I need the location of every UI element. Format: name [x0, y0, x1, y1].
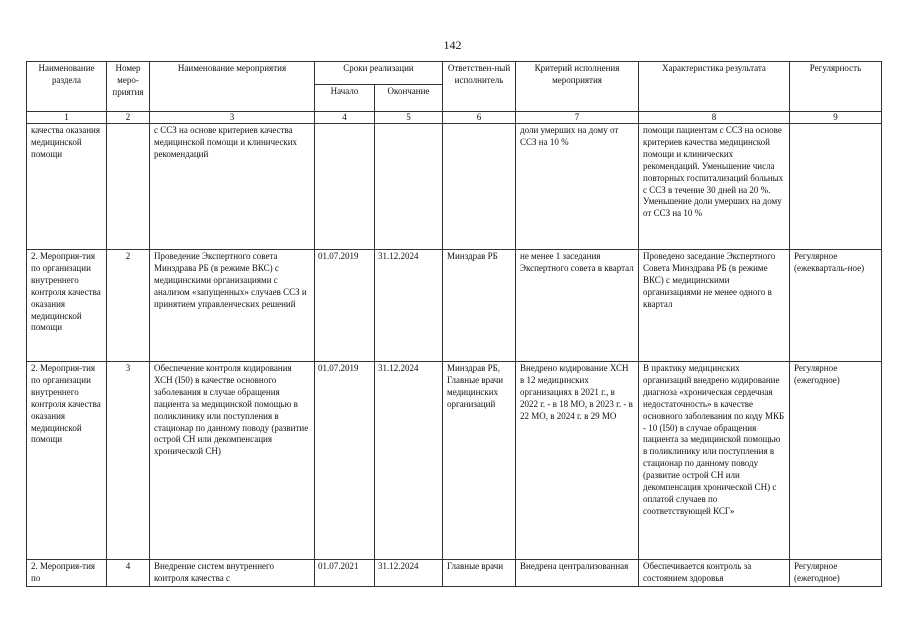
cell-result: помощи пациентам с ССЗ на основе критериев качества медицинской помощи и клинических рекомендаций. Уменьшение числа повторных госпитализаций больных с ССЗ в течение 30 дней на 20 %. Уменьшение доли умерших на дому от ССЗ на 10 %: [639, 124, 790, 250]
col-number: 9: [790, 112, 882, 124]
cell-start: 01.07.2019: [315, 362, 375, 560]
cell-executor: Минздрав РБ, Главные врачи медицинских организаций: [443, 362, 516, 560]
table-row: [27, 362, 882, 560]
header-executor: Ответствен-ный исполнитель: [443, 62, 516, 112]
col-number: 6: [443, 112, 516, 124]
cell-start: 01.07.2019: [315, 250, 375, 362]
col-number: 2: [107, 112, 150, 124]
cell-section: 2. Мероприя-тия по организации внутреннего контроля качества оказания медицинской помощи: [27, 362, 107, 560]
cell-regularity: Регулярное (ежекварталь-ное): [790, 250, 882, 362]
table-row: [27, 124, 882, 250]
cell-number: 2: [107, 250, 150, 362]
header-criterion: Критерий исполнения мероприятия: [516, 62, 639, 112]
col-number: 1: [27, 112, 107, 124]
cell-end: 31.12.2024: [375, 250, 443, 362]
col-number: 4: [315, 112, 375, 124]
col-number: 7: [516, 112, 639, 124]
header-event: Наименование мероприятия: [150, 62, 315, 112]
cell-executor: [443, 124, 516, 250]
cell-result: Проведено заседание Экспертного Совета Минздрава РБ (в режиме ВКС) с медицинскими организациями не менее одного в квартал: [639, 250, 790, 362]
header-start: Начало: [315, 85, 375, 112]
cell-criterion: Внедрена централизованная: [516, 560, 639, 587]
cell-section: качества оказания медицинской помощи: [27, 124, 107, 250]
cell-event: Внедрение систем внутреннего контроля качества с: [150, 560, 315, 587]
cell-result: В практику медицинских организаций внедрено кодирование диагноза «хроническая сердечная недостаточность» в качестве основного заболевания по коду МКБ - 10 (I50) в случае обращения пациента за медицинской помощью в поликлинику или поступления в стационар по данному поводу (развитие острой СН или декомпенсация хронической СН) с оплатой случаев по соответствующей КСГ»: [639, 362, 790, 560]
cell-result: Обеспечивается контроль за состоянием здоровья: [639, 560, 790, 587]
cell-end: [375, 124, 443, 250]
table-row: [27, 250, 882, 362]
cell-event: Обеспечение контроля кодирования ХСН (I50) в качестве основного заболевания в случае обращения пациента за медицинской помощью в поликлинику или поступления в стационар по данному поводу (развитие острой СН или декомпенсация хронической СН): [150, 362, 315, 560]
cell-section: 2. Мероприя-тия по организации внутреннего контроля качества оказания медицинской помощи: [27, 250, 107, 362]
header-timeline: Сроки реализации: [315, 62, 443, 85]
header-regularity: Регулярность: [790, 62, 882, 112]
measures-table: [26, 61, 882, 587]
cell-number: [107, 124, 150, 250]
header-number: Номер меро-приятия: [107, 62, 150, 112]
cell-regularity: [790, 124, 882, 250]
cell-criterion: доли умерших на дому от ССЗ на 10 %: [516, 124, 639, 250]
col-number: 5: [375, 112, 443, 124]
cell-executor: Минздрав РБ: [443, 250, 516, 362]
cell-event: с ССЗ на основе критериев качества медицинской помощи и клинических рекомендаций: [150, 124, 315, 250]
col-number: 8: [639, 112, 790, 124]
cell-regularity: Регулярное (ежегодное): [790, 560, 882, 587]
cell-number: 4: [107, 560, 150, 587]
cell-criterion: Внедрено кодирование ХСН в 12 медицинских организациях в 2021 г., в 2022 г. - в 18 МО, в 2023 г. - в 22 МО, в 2024 г. в 29 МО: [516, 362, 639, 560]
col-number: 3: [150, 112, 315, 124]
cell-start: 01.07.2021: [315, 560, 375, 587]
page-number: 142: [443, 38, 462, 52]
cell-criterion: не менее 1 заседания Экспертного совета в квартал: [516, 250, 639, 362]
cell-number: 3: [107, 362, 150, 560]
cell-start: [315, 124, 375, 250]
table-row: [27, 560, 882, 587]
cell-section: 2. Мероприя-тия по: [27, 560, 107, 587]
header-result: Характеристика результата: [639, 62, 790, 112]
header-section: Наименование раздела: [27, 62, 107, 112]
cell-executor: Главные врачи: [443, 560, 516, 587]
cell-regularity: Регулярное (ежегодное): [790, 362, 882, 560]
cell-end: 31.12.2024: [375, 560, 443, 587]
cell-end: 31.12.2024: [375, 362, 443, 560]
cell-event: Проведение Экспертного совета Минздрава РБ (в режиме ВКС) с медицинскими организациями с анализом «запущенных» случаев ССЗ и принятием управленческих решений: [150, 250, 315, 362]
header-end: Окончание: [375, 85, 443, 112]
